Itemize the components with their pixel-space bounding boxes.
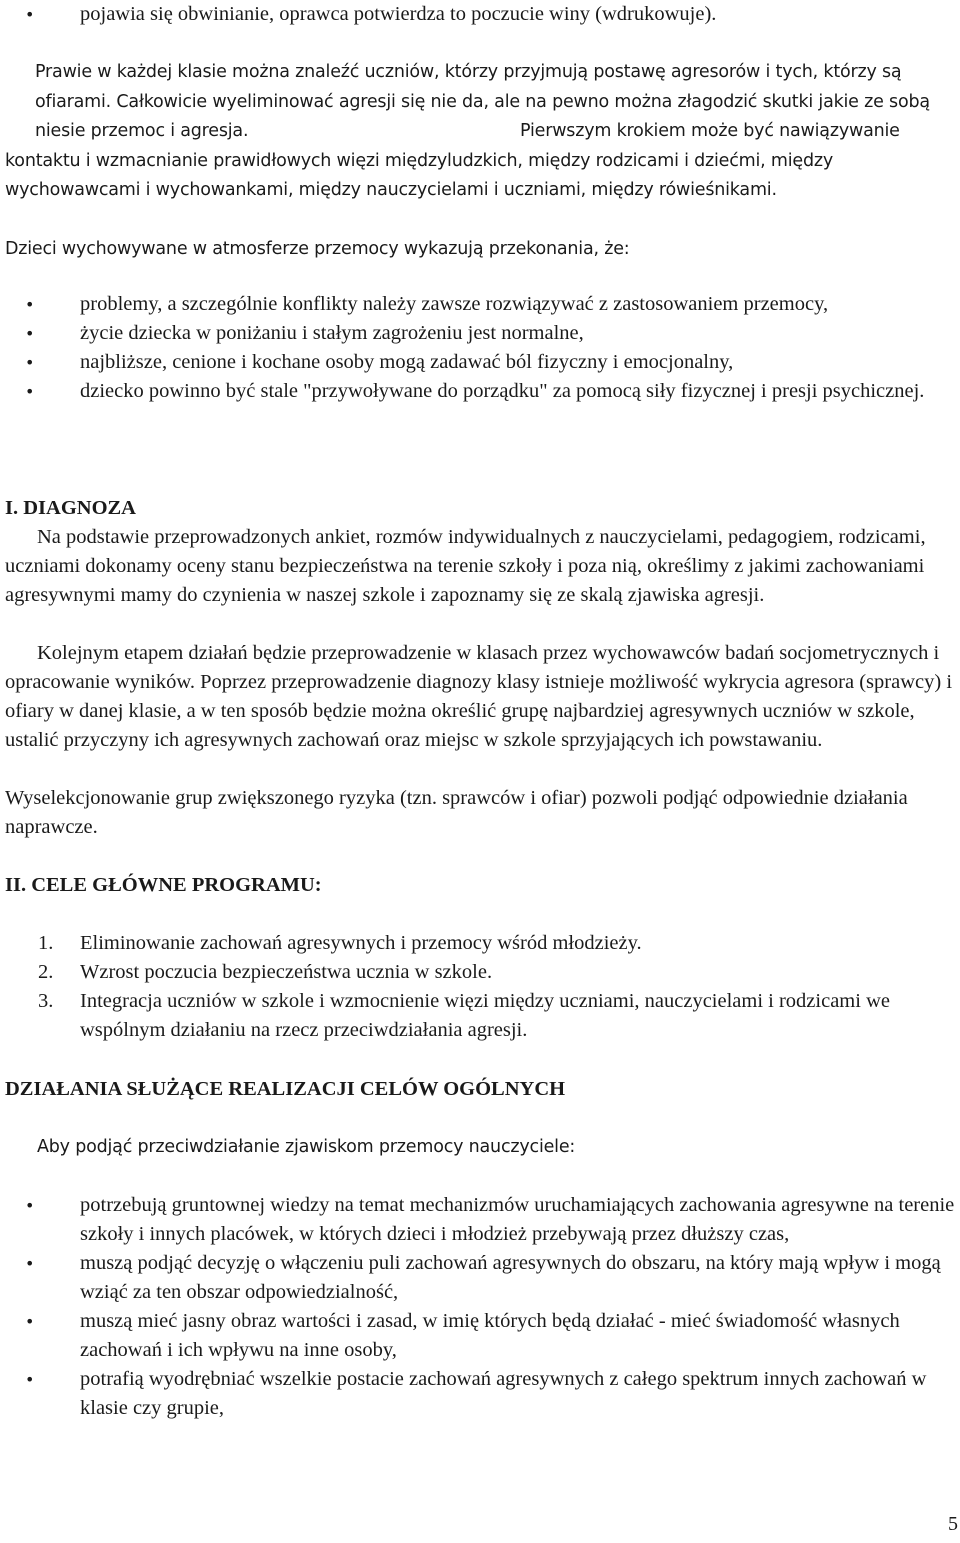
actions-list — [5, 1191, 955, 1423]
list-item: • najbliższe, cenione i kochane osoby mogą zadawać ból fizyczny i emocjonalny, — [5, 348, 955, 377]
intro-sentence-2: Pierwszym krokiem może być nawiązywanie kontaktu i wzmacnianie prawidłowych więzi międzyludzkich, między rodzicami i dziećmi, między wychowawcami i wychowankami, między nauczycielami i uczniami, między rówieśnikami. — [5, 121, 900, 200]
goal-text: Wzrost poczucia bezpieczeństwa ucznia w szkole. — [80, 961, 493, 983]
actions-intro: Aby podjąć przeciwdziałanie zjawiskom przemocy nauczyciele: — [37, 1137, 576, 1157]
list-item: • dziecko powinno być stale "przywoływane do porządku" za pomocą siły fizycznej i presji psychicznej. — [5, 377, 955, 406]
top-bullet-list — [5, 0, 955, 29]
list-item: • muszą mieć jasny obraz wartości i zasad, w imię których będą działać - mieć świadomość własnych zachowań i ich wpływu na inne osoby, — [5, 1307, 955, 1365]
list-item: • życie dziecka w poniżaniu i stałym zagrożeniu jest normalne, — [5, 319, 955, 348]
diagnoza-paragraph-2: Kolejnym etapem działań będzie przeprowadzenie w klasach przez wychowawców badań socjometrycznych i opracowanie wyników. Poprzez przeprowadzenie diagnozy klasy istnieje możliwość wykrycia agresora (sprawcy) i ofiary w danej klasie, a w ten sposób będzie można określić grupę najbardziej agresywnych uczniów w szkole, ustalić przyczyny ich agresywnych zachowań oraz miejsc w szkole sprzyjających ich powstawaniu. — [5, 642, 953, 751]
intro-sentence-1: Prawie w każdej klasie można znaleźć uczniów, którzy przyjmują postawę agresorów i tych, którzy są ofiarami. Całkowicie wyeliminować agresji się nie da, ale na pewno można złagodzić skutki jakie ze sobą niesie przemoc i agresja. — [35, 62, 930, 141]
list-item: • pojawia się obwinianie, oprawca potwierdza to poczucie winy (wdrukowuje). — [5, 0, 955, 29]
intro-paragraph-2 — [5, 117, 950, 206]
diagnoza-paragraph-3: Wyselekcjonowanie grup zwiększonego ryzyka (tzn. sprawców i ofiar) pozwoli podjąć odpowiednie działania naprawcze. — [5, 787, 908, 838]
goal-text: Integracja uczniów w szkole i wzmocnienie więzi między uczniami, nauczycielami i rodzicami we wspólnym działaniu na rzecz przeciwdziałania agresji. — [80, 990, 890, 1041]
goal-text: Eliminowanie zachowań agresywnych i przemocy wśród młodzieży. — [80, 932, 642, 954]
list-item — [5, 958, 955, 987]
section-heading-diagnoza: I. DIAGNOZA — [5, 497, 136, 519]
list-item: • problemy, a szczególnie konflikty należy zawsze rozwiązywać z zastosowaniem przemocy, — [5, 290, 955, 319]
document-page — [5, 0, 955, 1543]
list-item: • muszą podjąć decyzję o włączeniu puli zachowań agresywnych do obszaru, na który mają wpływ i mogą wziąć za ten obszar odpowiedzialność, — [5, 1249, 955, 1307]
beliefs-list — [5, 290, 955, 406]
children-intro: Dzieci wychowywane w atmosferze przemocy wykazują przekonania, że: — [5, 239, 630, 259]
diagnoza-paragraph-1: Na podstawie przeprowadzonych ankiet, rozmów indywidualnych z nauczycielami, pedagogiem, rodzicami, uczniami dokonamy oceny stanu bezpieczeństwa na terenie szkoły i poza nią, określimy z jakimi zachowaniami agresywnymi mamy do czynienia w naszej szkole i zapoznamy się ze skalą zjawiska agresji. — [5, 526, 926, 606]
goal-number: 3. — [38, 990, 54, 1012]
list-item — [5, 929, 955, 958]
goal-number: 2. — [38, 961, 54, 983]
goals-list — [5, 929, 955, 1045]
list-item: • potrzebują gruntownej wiedzy na temat mechanizmów uruchamiających zachowania agresywne na terenie szkoły i innych placówek, w których dzieci i młodzież przebywają przez dłuższy czas, — [5, 1191, 955, 1249]
page-number: 5 — [948, 1513, 958, 1535]
list-item: • potrafią wyodrębniać wszelkie postacie zachowań agresywnych z całego spektrum innych zachowań w klasie czy grupie, — [5, 1365, 955, 1423]
section-heading-goals: II. CELE GŁÓWNE PROGRAMU: — [5, 874, 322, 896]
section-heading-actions: DZIAŁANIA SŁUŻĄCE REALIZACJI CELÓW OGÓLNYCH — [5, 1078, 566, 1100]
goal-number: 1. — [38, 932, 54, 954]
list-item — [5, 987, 955, 1045]
